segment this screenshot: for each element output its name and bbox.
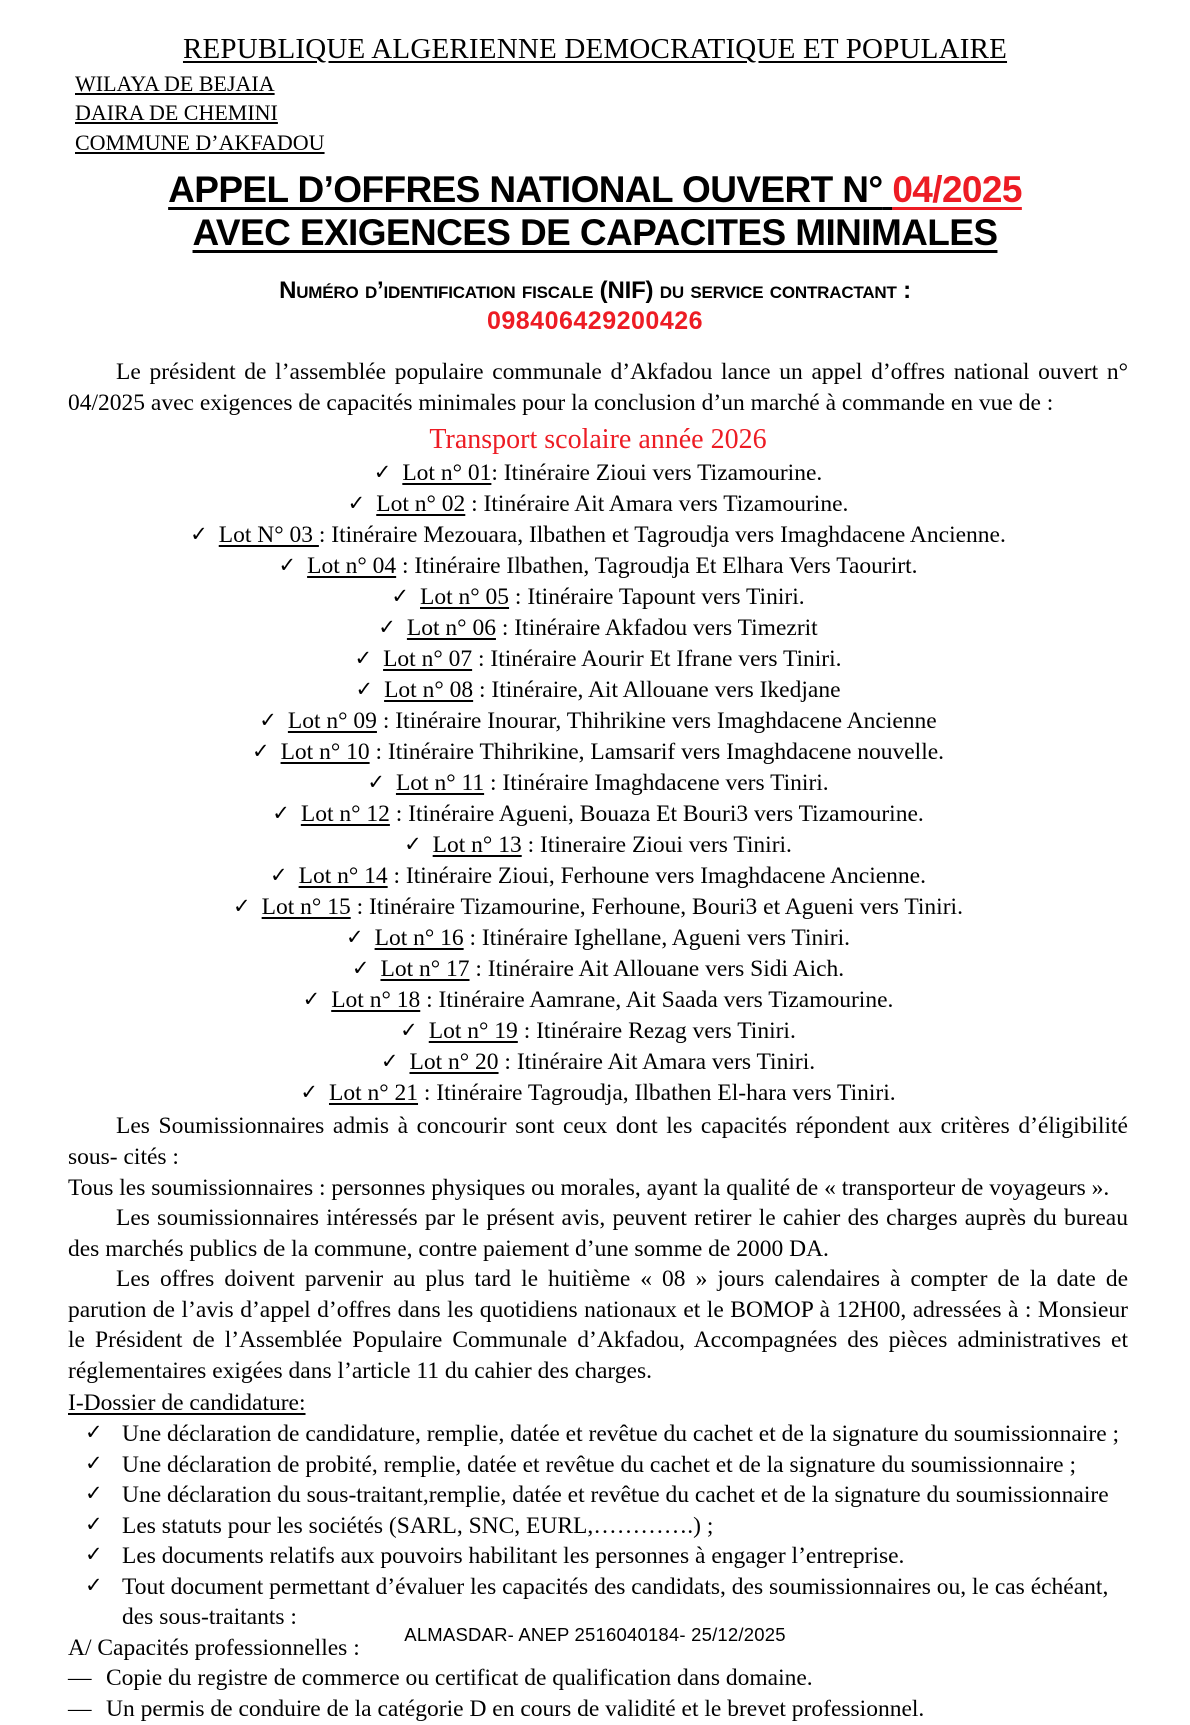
check-icon: ✓ [233, 894, 251, 919]
lot-number: Lot n° 12 [300, 801, 390, 828]
conditions-paragraph-3: Les offres doivent parvenir au plus tard le huitième « 08 » jours calendaires à compter de la date de parution de l’avis d’appel d’offres dans les quotidiens nationaux et le BOMOP à 12H00, adressées à : Monsieur le Président de l’Assemblée Populaire Communale d’Akfadou, Accompagnées des pièces administratives et réglementaires exigées dans l’article 11 du cahier des charges. [68, 1266, 1128, 1384]
lot-item [68, 861, 1128, 892]
candidature-item [68, 1511, 1128, 1542]
lot-description: : Itinéraire Ait Amara vers Tizamourine. [465, 491, 849, 518]
conditions-paragraph-2: Les soumissionnaires intéressés par le présent avis, peuvent retirer le cahier des charges auprès du bureau des marchés publics de la commune, contre paiement d’une somme de 2000 DA. [68, 1205, 1128, 1262]
candidature-item-text: Les statuts pour les sociétés (SARL, SNC, EURL,………….) ; [122, 1512, 714, 1539]
lot-description: : Itinéraire Akfadou vers Timezrit [495, 615, 818, 642]
tender-subtitle-text: AVEC EXIGENCES DE CAPACITES MINIMALES [192, 212, 998, 254]
tender-title-text: APPEL D’OFFRES NATIONAL OUVERT N° [168, 168, 883, 210]
lot-number: Lot n° 01 [402, 460, 492, 487]
check-icon: ✓ [270, 863, 288, 888]
candidature-item-text: Les documents relatifs aux pouvoirs habilitant les personnes à engager l’entreprise. [122, 1543, 905, 1570]
check-icon: ✓ [85, 1511, 103, 1536]
lot-description: : Itinéraire Aourir Et Ifrane vers Tiniri. [472, 646, 842, 673]
wilaya-text: WILAYA DE BEJAIA [75, 71, 275, 96]
conditions-block [68, 1111, 1128, 1386]
capacities-section-title: A/ Capacités professionnelles : [68, 1634, 360, 1661]
lot-number: Lot n° 18 [331, 987, 421, 1014]
lot-item [68, 923, 1128, 954]
lot-number: Lot n° 17 [380, 956, 470, 983]
candidature-section-title [68, 1388, 1128, 1419]
check-icon: ✓ [302, 987, 321, 1012]
nif-label: Numéro d’identification fiscale (NIF) du service contractant : [279, 277, 911, 305]
check-icon: ✓ [85, 1572, 103, 1597]
lot-item [68, 551, 1128, 582]
intro-paragraph: Le président de l’assemblée populaire communale d’Akfadou lance un appel d’offres national ouvert n° 04/2025 avec exigences de capacités minimales pour la conclusion d’un marché à commande en vue de : [68, 359, 1128, 416]
check-icon: ✓ [351, 956, 370, 981]
check-icon: ✓ [190, 522, 208, 547]
commune-line [75, 128, 1190, 157]
lot-number: Lot n° 10 [280, 739, 370, 766]
main-title-block [0, 168, 1190, 255]
check-icon: ✓ [373, 460, 392, 485]
lot-number: Lot n° 11 [395, 770, 485, 797]
lot-description: : Itinéraire Ighellane, Agueni vers Tiniri. [463, 925, 851, 952]
nif-value: 098406429200426 [486, 307, 704, 336]
lot-item [68, 737, 1128, 768]
lot-item [68, 799, 1128, 830]
tender-title-line-1 [0, 168, 1190, 212]
republic-heading-text: REPUBLIQUE ALGERIENNE DEMOCRATIQUE ET POPULAIRE [182, 33, 1008, 65]
capacity-item [68, 1663, 1128, 1694]
lot-item [68, 985, 1128, 1016]
administrative-header [0, 69, 1190, 157]
lot-description: : Itinéraire Zioui, Ferhoune vers Imaghdacene Ancienne. [387, 863, 926, 890]
check-icon: ✓ [251, 739, 270, 764]
lot-item [68, 1016, 1128, 1047]
commune-text: COMMUNE D’AKFADOU [75, 129, 325, 155]
candidature-item-text: Tout document permettant d’évaluer les capacités des candidats, des soumissionnaires ou, le cas échéant, des sous-traitants : [122, 1573, 1109, 1631]
lot-description: : Itinéraire, Ait Allouane vers Ikedjane [473, 677, 841, 704]
check-icon: ✓ [404, 832, 422, 857]
lot-description: : Itinéraire Tizamourine, Ferhoune, Bouri3 et Agueni vers Tiniri. [350, 894, 963, 921]
lot-description: : Itinéraire Ilbathen, Tagroudja Et Elhara Vers Taourirt. [396, 553, 918, 580]
tender-number: 04/2025 [892, 168, 1022, 210]
lot-description: : Itinéraire Agueni, Bouaza Et Bouri3 vers Tizamourine. [389, 801, 924, 828]
candidature-section-title-text: I-Dossier de candidature: [68, 1390, 306, 1417]
lot-item [68, 644, 1128, 675]
conditions-paragraph-1: Les Soumissionnaires admis à concourir sont ceux dont les capacités répondent aux critères d’éligibilité sous- cités : [68, 1113, 1128, 1171]
lot-number: Lot n° 04 [307, 553, 397, 580]
lot-item [68, 458, 1128, 489]
lot-number: Lot n° 05 [420, 584, 510, 611]
lot-description: : Itinéraire Tagroudja, Ilbathen El-hara vers Tiniri. [418, 1080, 896, 1107]
lot-number: Lot N° 03 [218, 522, 319, 549]
check-icon: ✓ [345, 925, 364, 950]
dash-icon: — [68, 1665, 92, 1692]
lot-item [68, 1078, 1128, 1109]
wilaya-line [75, 69, 1190, 98]
lot-item [68, 489, 1128, 520]
lot-description: : Itinéraire Aamrane, Ait Saada vers Tizamourine. [420, 987, 894, 1014]
lot-item [68, 954, 1128, 985]
check-icon: ✓ [259, 708, 277, 733]
candidature-item [68, 1541, 1128, 1572]
candidature-item [68, 1480, 1128, 1511]
check-icon: ✓ [85, 1481, 103, 1506]
lot-description: : Itinéraire Zioui vers Tizamourine. [491, 460, 823, 487]
daira-text: DAIRA DE CHEMINI [75, 100, 278, 126]
dash-icon: — [68, 1696, 92, 1723]
candidature-item-text: Une déclaration de probité, remplie, datée et revêtue du cachet et de la signature du soumissionnaire ; [122, 1451, 1076, 1478]
lot-item [68, 830, 1128, 861]
republic-heading [0, 0, 1190, 66]
lot-description: : Itinéraire Thihrikine, Lamsarif vers Imaghdacene nouvelle. [369, 739, 945, 766]
lot-description: : Itinéraire Ait Amara vers Tiniri. [498, 1049, 816, 1076]
check-icon: ✓ [278, 553, 297, 578]
lot-item [68, 582, 1128, 613]
candidature-item [68, 1419, 1128, 1450]
lot-number: Lot n° 02 [376, 491, 466, 518]
lot-number: Lot n° 21 [328, 1080, 419, 1107]
lot-number: Lot n° 16 [374, 925, 464, 952]
anep-footer: ALMASDAR- ANEP 2516040184- 25/12/2025 [404, 1624, 786, 1645]
lot-item [68, 1047, 1128, 1078]
capacity-item-text: Un permis de conduire de la catégorie D en cours de validité et le brevet professionnel. [106, 1696, 925, 1723]
lot-description: : Itinéraire Inourar, Thihrikine vers Imaghdacene Ancienne [376, 708, 937, 735]
check-icon: ✓ [85, 1419, 103, 1444]
lot-number: Lot n° 06 [406, 615, 496, 642]
lot-number: Lot n° 15 [261, 894, 351, 921]
lot-item [68, 768, 1128, 799]
candidature-item-text: Une déclaration du sous-traitant,remplie, datée et revêtue du cachet et de la signature du soumissionnaire [122, 1482, 1109, 1509]
lot-item [68, 613, 1128, 644]
check-icon: ✓ [355, 677, 374, 702]
lot-item [68, 675, 1128, 706]
lot-number: Lot n° 19 [428, 1018, 518, 1045]
capacity-item-text: Copie du registre de commerce ou certificat de qualification dans domaine. [106, 1665, 813, 1692]
conditions-paragraph-1b: Tous les soumissionnaires : personnes physiques ou morales, ayant la qualité de « transporteur de voyageurs ». [68, 1174, 1110, 1201]
check-icon: ✓ [380, 1049, 399, 1074]
capacities-requirement-list [68, 1663, 1128, 1725]
lot-description: : Itineraire Zioui vers Tiniri. [521, 832, 792, 859]
lot-item [68, 892, 1128, 923]
check-icon: ✓ [391, 584, 409, 609]
lot-description: : Itinéraire Mezouara, Ilbathen et Tagroudja vers Imaghdacene Ancienne. [318, 522, 1006, 549]
document-body [0, 357, 1190, 1725]
check-icon: ✓ [85, 1542, 103, 1567]
check-icon: ✓ [367, 770, 385, 795]
lot-number: Lot n° 14 [298, 863, 388, 890]
lot-number: Lot n° 08 [384, 677, 474, 704]
capacity-item [68, 1694, 1128, 1725]
check-icon: ✓ [354, 646, 373, 671]
check-icon: ✓ [400, 1018, 418, 1043]
candidature-item [68, 1450, 1128, 1481]
check-icon: ✓ [272, 801, 290, 826]
check-icon: ✓ [378, 615, 396, 640]
lot-list [68, 458, 1128, 1109]
lot-description: : Itinéraire Rezag vers Tiniri. [517, 1018, 796, 1045]
check-icon: ✓ [347, 491, 366, 516]
lot-item [68, 706, 1128, 737]
check-icon: ✓ [300, 1080, 318, 1105]
lot-description: : Itinéraire Imaghdacene vers Tiniri. [484, 770, 829, 797]
candidature-item-text: Une déclaration de candidature, remplie, datée et revêtue du cachet et de la signature du soumissionnaire ; [122, 1420, 1120, 1447]
lot-number: Lot n° 13 [432, 832, 522, 859]
lot-description: : Itinéraire Tapount vers Tiniri. [509, 584, 805, 611]
tender-subject: Transport scolaire année 2026 [429, 424, 767, 456]
tender-title-line-2 [0, 211, 1190, 255]
lot-item [68, 520, 1128, 551]
check-icon: ✓ [85, 1450, 103, 1475]
lot-number: Lot n° 07 [383, 646, 473, 673]
lot-description: : Itinéraire Ait Allouane vers Sidi Aich. [469, 956, 845, 983]
lot-number: Lot n° 20 [409, 1049, 499, 1076]
lot-number: Lot n° 09 [287, 708, 377, 735]
daira-line [75, 98, 1190, 127]
candidature-requirement-list [68, 1419, 1128, 1633]
